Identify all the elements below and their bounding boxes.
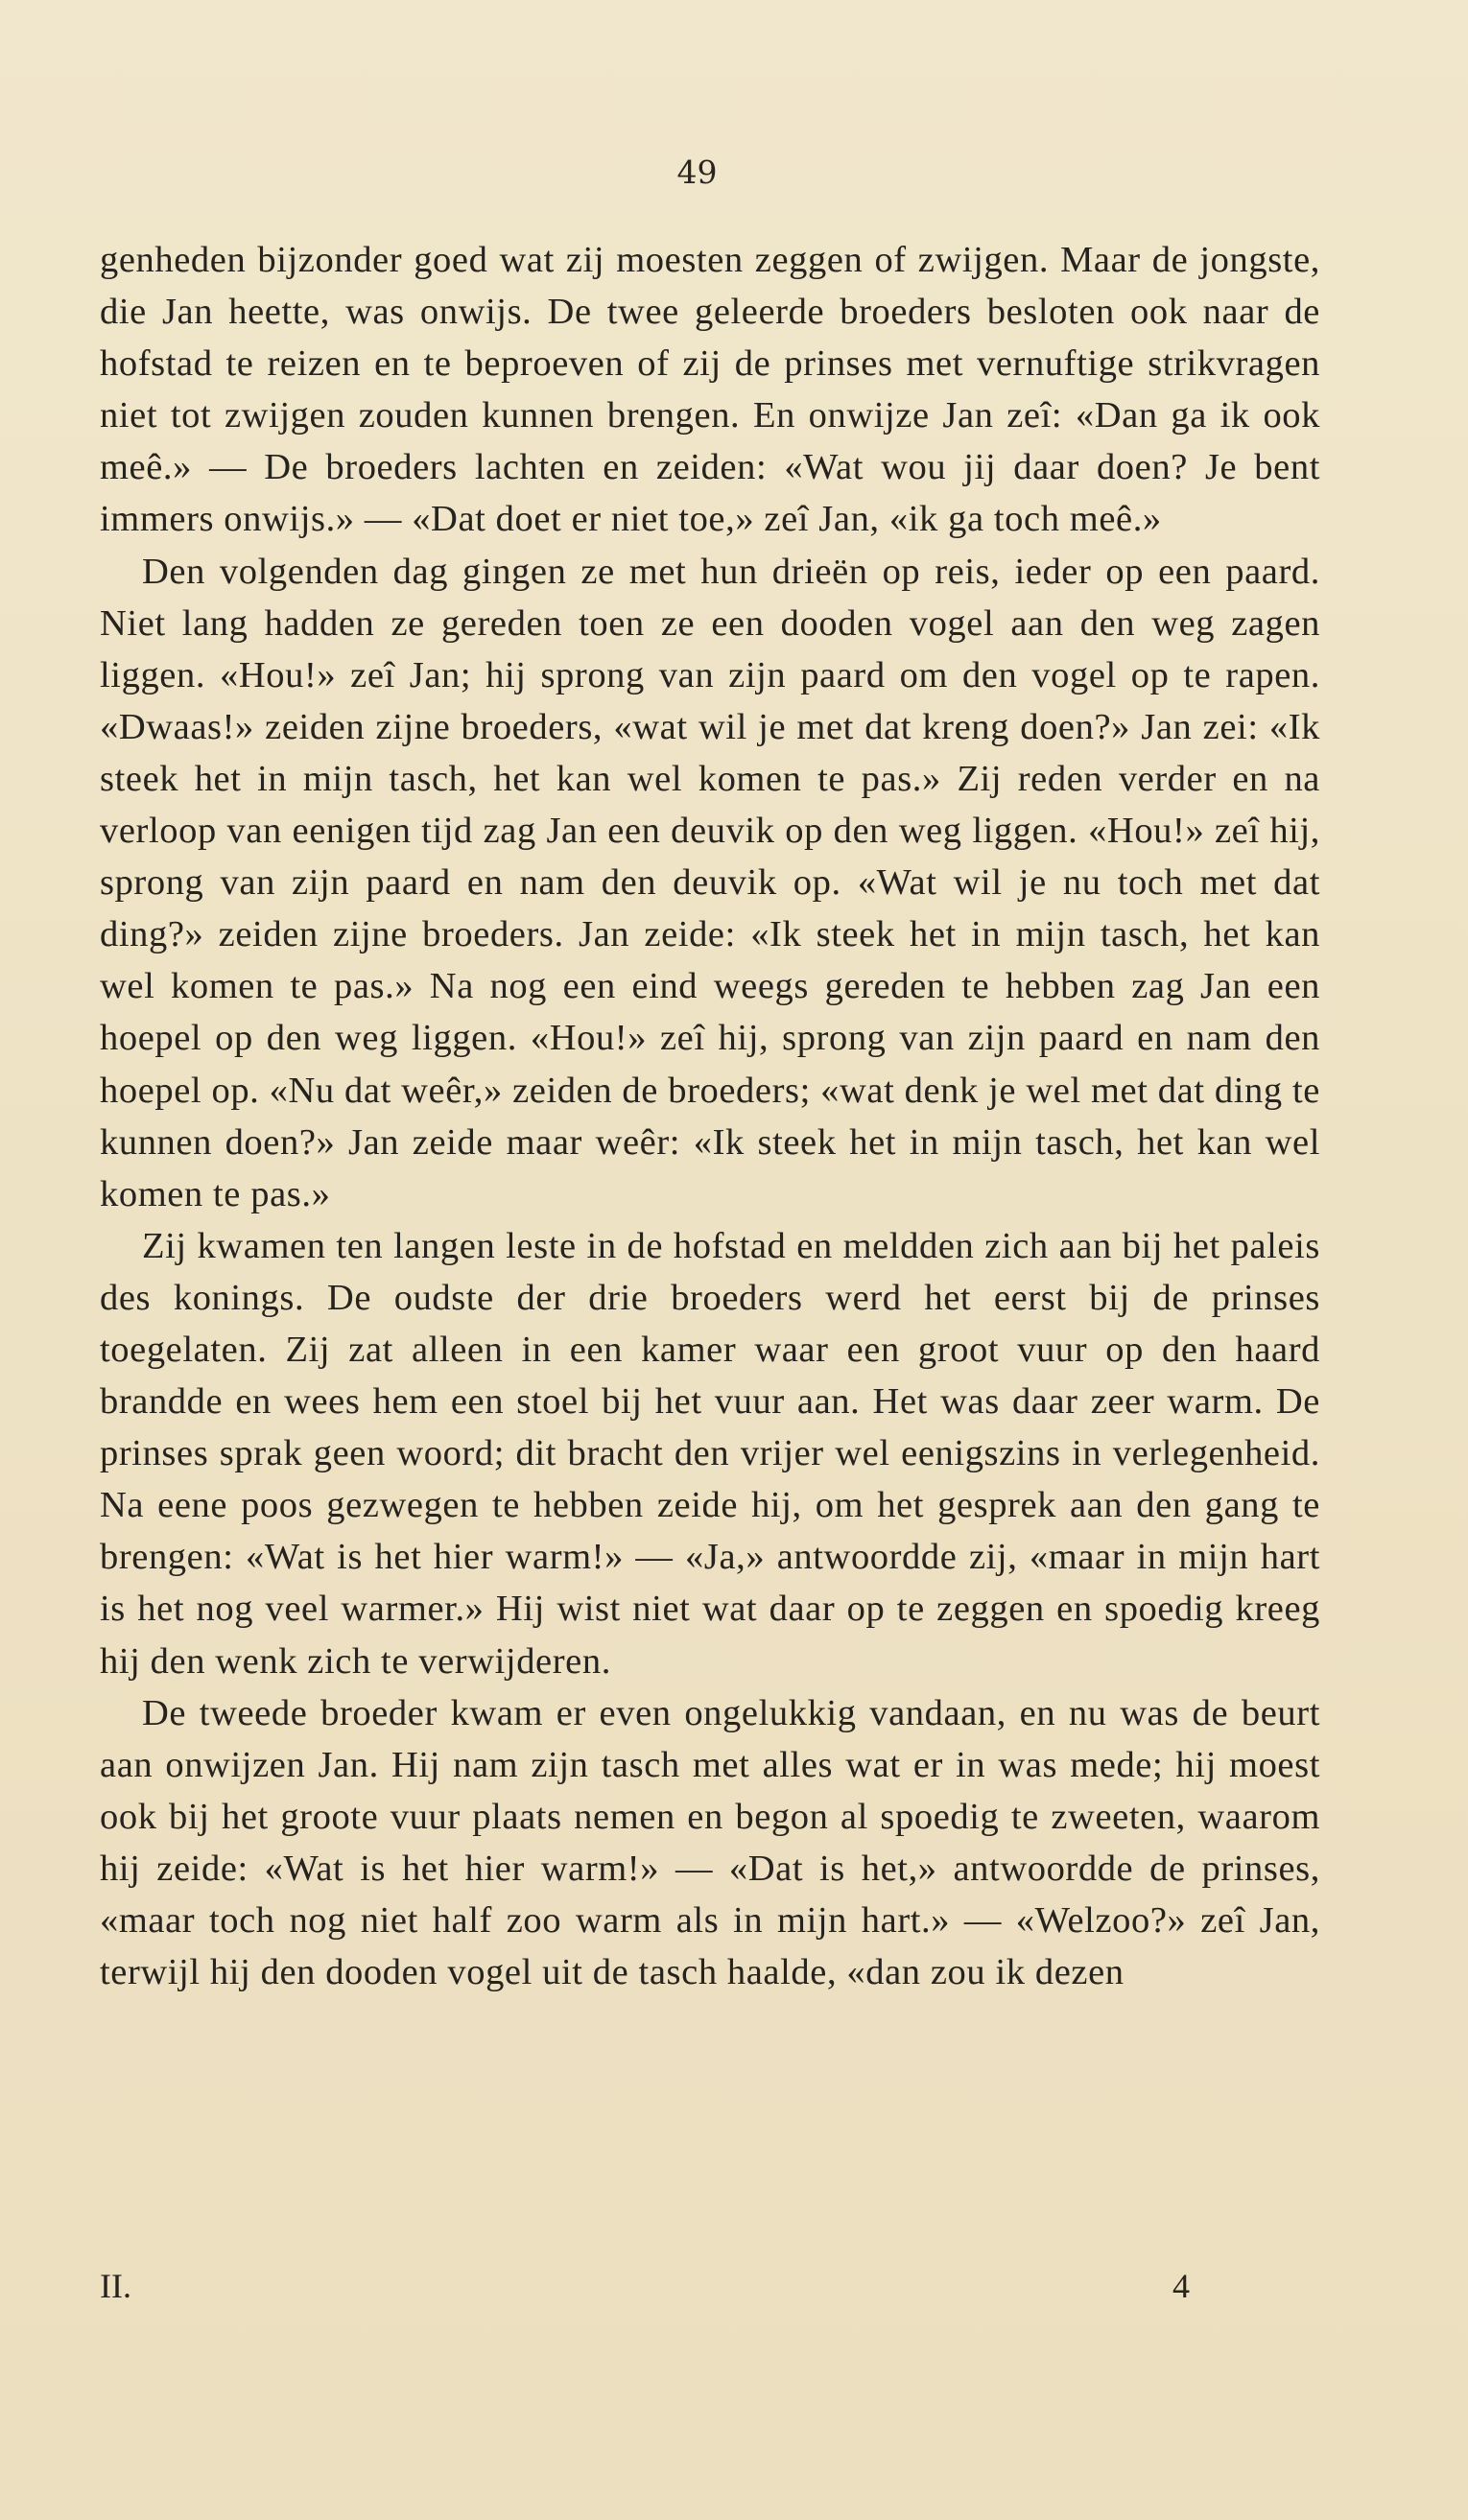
paragraph-2: Den volgenden dag gingen ze met hun drieën op reis, ieder op een paard. Niet lang hadden ze gereden toen ze een dooden vogel aan den weg zagen liggen. «Hou!» zeî Jan; hij sprong van zijn paard om den vogel op te rapen. «Dwaas!» zeiden zijne broeders, «wat wil je met dat kreng doen?» Jan zei: «Ik steek het in mijn tasch, het kan wel komen te pas.» Zij reden verder en na verloop van eenigen tijd zag Jan een deuvik op den weg liggen. «Hou!» zeî hij, sprong van zijn paard en nam den deuvik op. «Wat wil je nu toch met dat ding?» zeiden zijne broeders. Jan zeide: «Ik steek het in mijn tasch, het kan wel komen te pas.» Na nog een eind weegs gereden te hebben zag Jan een hoepel op den weg liggen. «Hou!» zeî hij, sprong van zijn paard en nam den hoepel op. «Nu dat weêr,» zeiden de broeders; «wat denk je wel met dat ding te kunnen doen?» Jan zeide maar weêr: «Ik steek het in mijn tasch, het kan wel komen te pas.» xyxy=(100,551,1320,1214)
paragraph-3: Zij kwamen ten langen leste in de hofstad en meldden zich aan bij het paleis des konings. De oudste der drie broeders werd het eerst bij de prinses toegelaten. Zij zat alleen in een kamer waar een groot vuur op den haard brandde en wees hem een stoel bij het vuur aan. Het was daar zeer warm. De prinses sprak geen woord; dit bracht den vrijer wel eenigszins in verlegenheid. Na eene poos gezwegen te hebben zeide hij, om het gesprek aan den gang te brengen: «Wat is het hier warm!» — «Ja,» antwoordde zij, «maar in mijn hart is het nog veel warmer.» Hij wist niet wat daar op te zeggen en spoedig kreeg hij den wenk zich te verwijderen. xyxy=(100,1225,1320,1682)
page-number: 49 xyxy=(676,153,718,191)
paragraph-1: genheden bijzonder goed wat zij moesten zeggen of zwijgen. Maar de jongste, die Jan heette, was onwijs. De twee geleerde broeders besloten ook naar de hofstad te reizen en te beproeven of zij de prinses met vernuftige strikvragen niet tot zwijgen zouden kunnen brengen. En onwijze Jan zeî: «Dan ga ik ook meê.» — De broeders lachten en zeiden: «Wat wou jij daar doen? Je bent immers onwijs.» — «Dat doet er niet toe,» zeî Jan, «ik ga toch meê.» xyxy=(100,240,1320,540)
body-text xyxy=(100,234,1320,1998)
paragraph-4: De tweede broeder kwam er even ongelukkig vandaan, en nu was de beurt aan onwijzen Jan. Hij nam zijn tasch met alles wat er in was mede; hij moest ook bij het groote vuur plaats nemen en begon al spoedig te zweeten, waarom hij zeide: «Wat is het hier warm!» — «Dat is het,» antwoordde de prinses, «maar toch nog niet half zoo warm als in mijn hart.» — «Welzoo?» zeî Jan, terwijl hij den dooden vogel uit de tasch haalde, «dan zou ik dezen xyxy=(100,1692,1320,1993)
volume-signature: II. xyxy=(100,2267,131,2305)
sheet-number: 4 xyxy=(1172,2267,1190,2305)
